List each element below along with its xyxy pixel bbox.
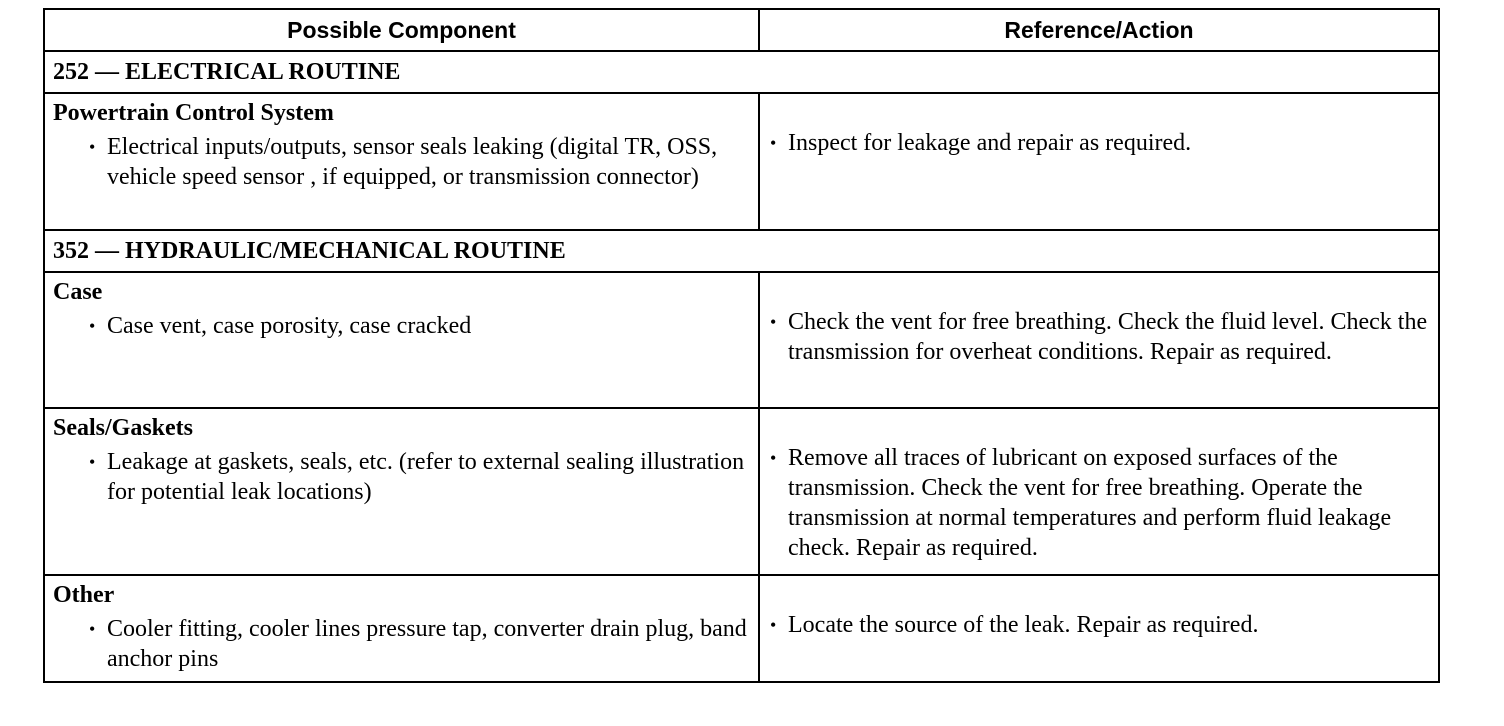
component-bullet bbox=[53, 614, 750, 674]
action-bullet bbox=[770, 128, 1430, 158]
bullet-icon: • bbox=[770, 312, 777, 332]
component-text: Leakage at gaskets, seals, etc. (refer to external sealing illustration for potential leak locations) bbox=[107, 449, 745, 505]
section-title-hydraulic: 352 — HYDRAULIC/MECHANICAL ROUTINE bbox=[45, 231, 1438, 273]
header-possible-component: Possible Component bbox=[45, 10, 760, 50]
action-text: Remove all traces of lubricant on exposed surfaces of the transmission. Check the vent for free breathing. Operate the transmission at normal temperatures and perform fluid leakage check. Repair as required. bbox=[788, 445, 1392, 561]
action-cell bbox=[760, 576, 1438, 681]
section-title-electrical: 252 — ELECTRICAL ROUTINE bbox=[45, 52, 1438, 94]
component-text: Cooler fitting, cooler lines pressure tap, converter drain plug, band anchor pins bbox=[107, 616, 747, 672]
table-header-row bbox=[45, 10, 1438, 52]
component-bullet bbox=[53, 311, 750, 341]
bullet-icon: • bbox=[770, 133, 777, 153]
bullet-icon: • bbox=[770, 615, 777, 635]
action-bullet bbox=[770, 443, 1430, 563]
bullet-icon: • bbox=[89, 137, 96, 157]
header-reference-action: Reference/Action bbox=[1004, 16, 1194, 43]
category-title: Other bbox=[53, 582, 115, 608]
component-cell bbox=[45, 273, 760, 407]
bullet-icon: • bbox=[89, 619, 96, 639]
component-bullet bbox=[53, 447, 750, 507]
component-cell bbox=[45, 94, 760, 229]
action-text: Locate the source of the leak. Repair as required. bbox=[788, 612, 1259, 638]
category-title: Powertrain Control System bbox=[53, 100, 334, 126]
bullet-icon: • bbox=[89, 452, 96, 472]
table-row bbox=[45, 576, 1438, 681]
bullet-icon: • bbox=[89, 316, 96, 336]
table-row bbox=[45, 409, 1438, 576]
component-cell bbox=[45, 576, 760, 681]
component-cell bbox=[45, 409, 760, 574]
category-title: Seals/Gaskets bbox=[53, 415, 194, 441]
action-text: Check the vent for free breathing. Check the fluid level. Check the transmission for overheat conditions. Repair as required. bbox=[788, 309, 1428, 365]
diagnosis-table bbox=[43, 8, 1440, 683]
action-bullet bbox=[770, 307, 1430, 367]
component-bullet bbox=[53, 132, 750, 192]
table-row bbox=[45, 94, 1438, 231]
component-text: Case vent, case porosity, case cracked bbox=[107, 313, 472, 339]
table-row bbox=[45, 273, 1438, 409]
action-text: Inspect for leakage and repair as required. bbox=[788, 130, 1192, 156]
action-cell bbox=[760, 273, 1438, 407]
action-cell bbox=[760, 409, 1438, 574]
component-text: Electrical inputs/outputs, sensor seals leaking (digital TR, OSS, vehicle speed sensor , if equipped, or transmission connector) bbox=[107, 134, 718, 190]
action-cell bbox=[760, 94, 1438, 229]
action-bullet bbox=[770, 610, 1430, 640]
bullet-icon: • bbox=[770, 448, 777, 468]
category-title: Case bbox=[53, 279, 103, 305]
